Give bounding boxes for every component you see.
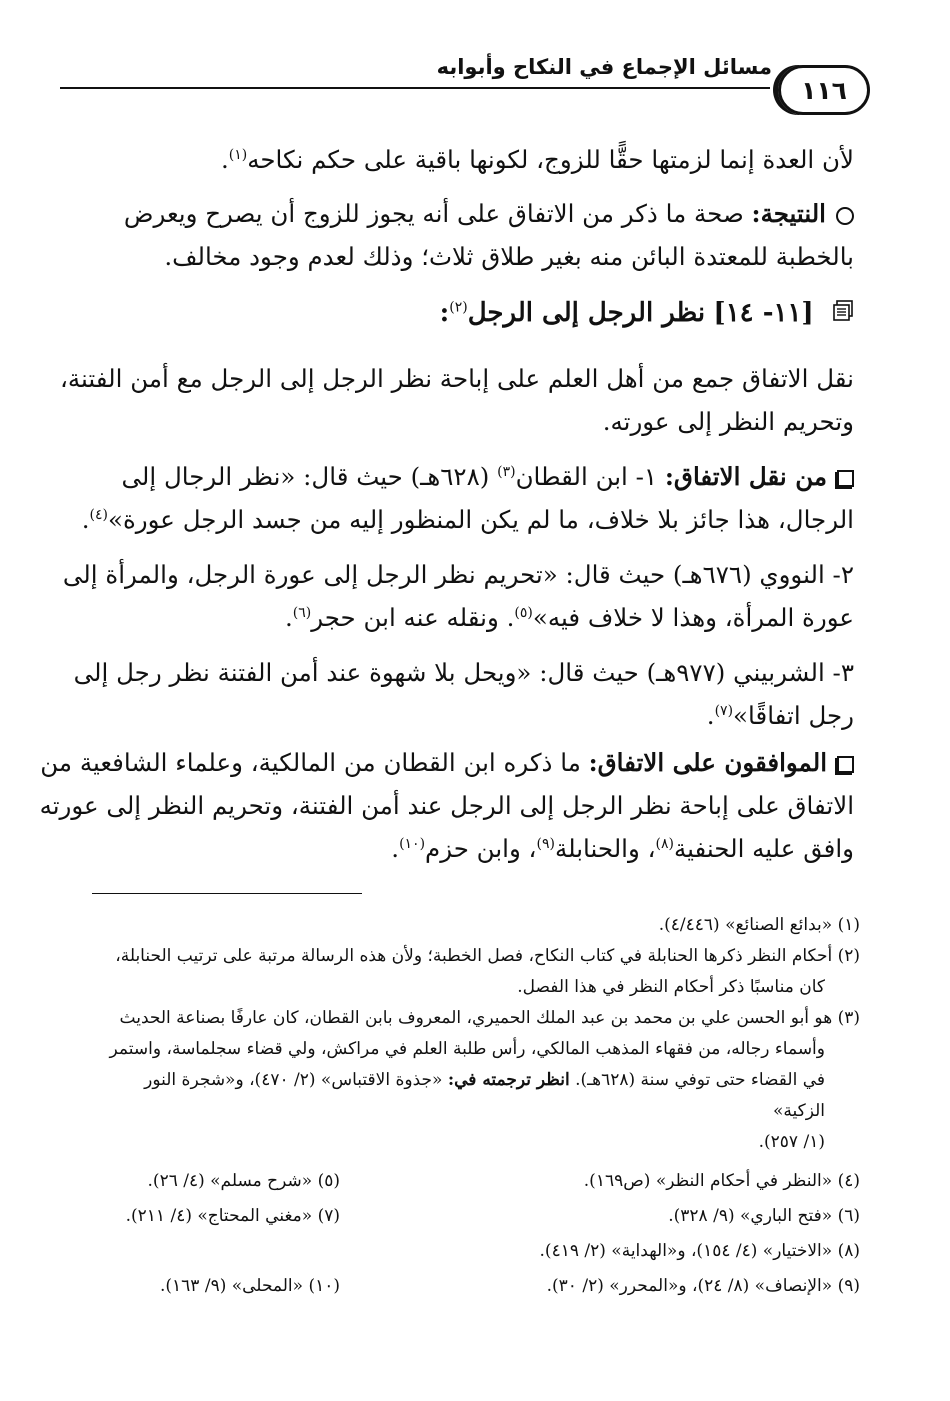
footnote-ref: (١) [228,146,248,163]
footnote-ref: (٦) [292,604,312,621]
footnote-3-line-3 [95,1065,860,1127]
page-header [60,55,870,105]
section-title: نظر الرجل إلى الرجل [467,298,706,328]
footnote-7: (٧) «مغني المحتاج» (٤/ ٢١١). [125,1206,340,1226]
agreeing-paragraph: الموافقون على الاتفاق: ما ذكره ابن القطان من المالكية، وعلماء الشافعية من الاتفاق على إباحة نظر الرجل إلى الرجل عند أمن الفتنة، وتحريم النظر إلى عورته وافق عليه الحنفية$^{(٨)}$، والحنابلة$^{(٩)}$، وابن حزم$^{(١٠)}$. [39,748,854,863]
paragraph-text: لأن العدة إنما لزمتها حقًّا للزوج، لكونها باقية على حكم نكاحه [247,145,854,174]
agreeing-line-2: الاتفاق على إباحة نظر الرجل إلى الرجل عند أمن الفتنة، وتحريم النظر إلى عورته [39,791,854,820]
footnote-1: (١) «بدائع الصنائع» (٤/٤٤٦). [658,915,860,935]
footnote-3-see: انظر ترجمته في: [447,1070,570,1090]
footnote-3-cont: وأسماء رجاله، من فقهاء المذهب المالكي، رأس طلبة العلم في مراكش، ولي قضاء سجلماسة، واستمر [109,1039,825,1059]
square-bullet-icon [837,756,854,773]
footnote-ref: (٨) [655,835,674,852]
footnote-9: (٩) «الإنصاف» (٨/ ٢٤)، و«المحرر» (٢/ ٣٠). [546,1276,860,1296]
footnote-ref: (٧) [714,702,734,719]
result-line-2: بالخطبة للمعتدة البائن منه بغير طلاق ثلاث؛ وذلك لعدم وجود مخالف. [164,242,854,271]
hanafi-text: وافق عليه الحنفية [673,834,854,863]
footnote-5: (٥) «شرح مسلم» (٤/ ٢٦). [147,1171,340,1191]
intro-line-1: نقل الاتفاق جمع من أهل العلم على إباحة نظر الرجل إلى الرجل مع أمن الفتنة، [59,364,854,393]
footnote-3-death: في القضاء حتى توفي سنة (٦٢٨هـ). [575,1070,825,1090]
footnote-6: (٦) «فتح الباري» (٩/ ٣٢٨). [668,1206,860,1226]
footnotes [95,910,860,1302]
circle-bullet-icon [836,207,854,225]
footnote-10: (١٠) «المحلى» (٩/ ١٦٣). [159,1276,340,1296]
intro-line-2: وتحريم النظر إلى عورته. [602,407,854,436]
footnote-ref: (٩) [536,835,555,852]
footnote-ref: (٥) [514,604,533,621]
header-rule [60,87,770,89]
transmitters-label: من نقل الاتفاق: [664,462,827,491]
transmitter-1-quote-end: الرجال، هذا جائز بلا خلاف، ما لم يكن المنظور إليه من جسد الرجل عورة» [107,505,854,534]
footnote-ref: (٢) [449,299,468,316]
footnote-separator [92,893,362,894]
result-label: النتيجة: [751,199,826,228]
footnote-3-sources: «جذوة الاقتباس» (٢/ ٤٧٠)، و«شجرة النور الزكية» [144,1070,825,1121]
transmitter-3-paragraph: ٣- الشربيني (٩٧٧هـ) حيث قال: «ويحل بلا شهوة عند أمن الفتنة نظر رجل إلى رجل اتفاقًا»$^{(٧)}$. [92,651,854,737]
transmitter-1-quote-start: (٦٢٨هـ) حيث قال: «نظر الرجال إلى [121,462,490,491]
transmitter-2-paragraph: ٢- النووي (٦٧٦هـ) حيث قال: «تحريم نظر الرجل إلى عورة الرجل، والمرأة إلى عورة المرأة، وهذا لا خلاف فيه»$^{(٥)}$. ونقله عنه ابن حجر$^{(٦)}$. [92,553,854,639]
running-title: مسائل الإجماع في النكاح وأبوابه [436,55,772,79]
ibn-hazm-text: ، وابن حزم [425,834,537,863]
square-bullet-icon [837,470,854,487]
footnote-ref: (٣) [497,463,516,480]
document-stack-icon [832,293,854,336]
transmitter-2-line-2: عورة المرأة، وهذا لا خلاف فيه» [532,603,854,632]
footnote-4: (٤) «النظر في أحكام النظر» (ص١٦٩). [583,1171,860,1191]
footnote-3-line-4: (١/ ٢٥٧). [758,1132,825,1152]
footnote-3: (٣) هو أبو الحسن علي بن محمد بن عبد الملك الحميري، المعروف بابن القطان، كان عارفًا بصناعة الحديث [119,1008,860,1028]
intro-paragraph [59,357,854,443]
agreeing-label: الموافقون على الاتفاق: [588,748,827,777]
transmitters-paragraph: من نقل الاتفاق: ١- ابن القطان$^{(٣)}$ (٦٢٨هـ) حيث قال: «نظر الرجال إلى الرجال، هذا جائز بلا خلاف، ما لم يكن المنظور إليه من جسد الرجل عورة»$^{(٤)}$. [81,462,854,534]
transmitter-1-name: ١- ابن القطان [515,462,658,491]
page-number: ١١٦ [778,65,870,115]
hanbali-text: ، والحنابلة [554,834,656,863]
result-paragraph [92,192,854,278]
footnote-ref: (١٠) [399,835,426,852]
footnote-2: (٢) أحكام النظر ذكرها الحنابلة في كتاب النكاح، فصل الخطبة؛ ولأن هذه الرسالة مرتبة على ترتيب الحنابلة، [115,946,860,966]
footnote-ref: (٤) [89,506,108,523]
transmitter-3-line-1: ٣- الشربيني (٩٧٧هـ) حيث قال: «ويحل بلا شهوة عند أمن الفتنة نظر رجل إلى [73,658,854,687]
section-number: [١١- ١٤] [713,298,814,328]
section-heading: [١١- ١٤] نظر الرجل إلى الرجل$^{(٢)}$: [92,292,854,336]
transmitter-3-line-2: رجل اتفاقًا» [733,701,854,730]
footnote-8: (٨) «الاختيار» (٤/ ١٥٤)، و«الهداية» (٢/ ٤١٩). [539,1241,860,1261]
agreeing-line-1: ما ذكره ابن القطان من المالكية، وعلماء الشافعية من [40,748,581,777]
transmitter-2-line-1: ٢- النووي (٦٧٦هـ) حيث قال: «تحريم نظر الرجل إلى عورة الرجل، والمرأة إلى [62,560,854,589]
ibn-hajar-note: ونقله عنه ابن حجر [311,603,499,632]
result-line-1: صحة ما ذكر من الاتفاق على أنه يجوز للزوج أن يصرح ويعرض [123,199,744,228]
footnote-2-cont: كان مناسبًا ذكر أحكام النظر في هذا الفصل. [517,977,825,997]
paragraph-continuation: لأن العدة إنما لزمتها حقًّا للزوج، لكونها باقية على حكم نكاحه$^{(١)}$. [220,145,854,174]
